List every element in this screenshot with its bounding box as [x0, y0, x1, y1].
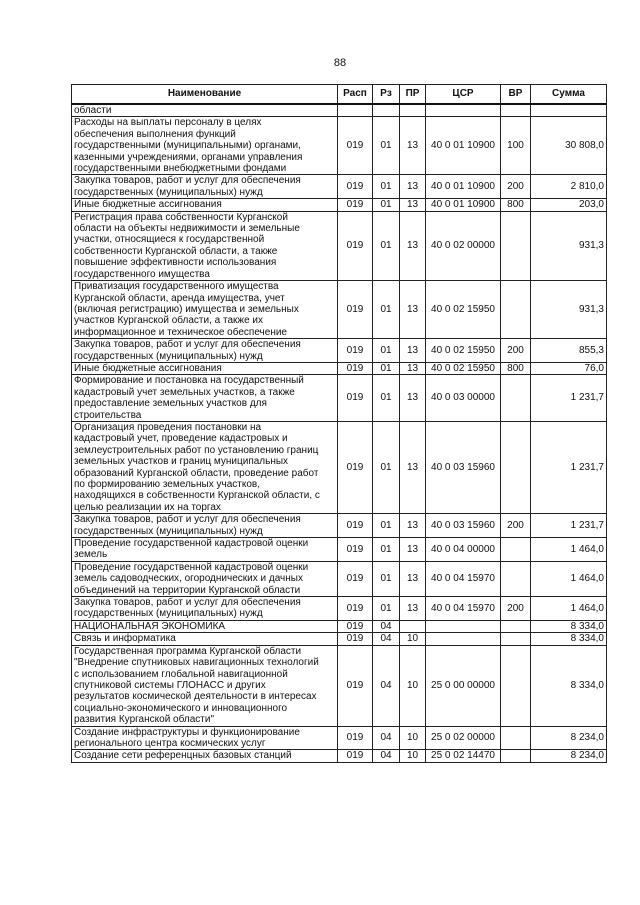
cell-rasp	[338, 104, 373, 117]
cell-pr: 10	[400, 645, 426, 726]
cell-rz: 01	[373, 362, 400, 374]
cell-vr: 800	[501, 362, 531, 374]
cell-rasp: 019	[338, 175, 373, 199]
table-row	[72, 339, 607, 363]
cell-name: Закупка товаров, работ и услуг для обеспечения государственных (муниципальных) нужд	[72, 514, 338, 538]
cell-rasp: 019	[338, 514, 373, 538]
table-row	[72, 750, 607, 762]
cell-rz: 01	[373, 199, 400, 211]
cell-sum: 1 464,0	[531, 538, 607, 562]
cell-name: Создание сети референцных базовых станций	[72, 750, 338, 762]
cell-pr: 13	[400, 211, 426, 280]
cell-sum: 8 334,0	[531, 620, 607, 632]
cell-csr: 40 0 02 00000	[426, 211, 501, 280]
cell-name: Расходы на выплаты персоналу в целях обеспечения выполнения функций государственными (муниципальными) органами, казенными учреждениями, органами управления государственными внебюджетными фондами	[72, 117, 338, 175]
cell-rasp: 019	[338, 620, 373, 632]
cell-csr: 25 0 02 00000	[426, 726, 501, 750]
cell-rasp: 019	[338, 633, 373, 645]
cell-vr: 800	[501, 199, 531, 211]
table-row	[72, 538, 607, 562]
cell-name: Проведение государственной кадастровой оценки земель садоводческих, огороднических и дачных объединений на территории Курганской области	[72, 561, 338, 596]
cell-sum: 8 334,0	[531, 633, 607, 645]
cell-vr	[501, 750, 531, 762]
table-row	[72, 514, 607, 538]
cell-rz: 01	[373, 421, 400, 513]
table-row	[72, 620, 607, 632]
cell-pr: 10	[400, 726, 426, 750]
cell-sum: 2 810,0	[531, 175, 607, 199]
cell-rasp: 019	[338, 281, 373, 339]
table-row	[72, 645, 607, 726]
cell-vr	[501, 726, 531, 750]
cell-rz: 01	[373, 514, 400, 538]
cell-name: Приватизация государственного имущества Курганской области, аренда имущества, учет (включая регистрацию) имущества и земельных участков Курганской области, а также их информационное и техническое обеспечение	[72, 281, 338, 339]
cell-sum	[531, 104, 607, 117]
budget-table	[71, 84, 607, 763]
cell-rz: 01	[373, 561, 400, 596]
cell-rasp: 019	[338, 375, 373, 422]
cell-sum: 8 334,0	[531, 645, 607, 726]
cell-vr: 200	[501, 339, 531, 363]
cell-csr: 40 0 02 15950	[426, 281, 501, 339]
cell-pr	[400, 104, 426, 117]
cell-rz: 04	[373, 645, 400, 726]
cell-rasp: 019	[338, 211, 373, 280]
cell-sum: 1 231,7	[531, 375, 607, 422]
table-row	[72, 633, 607, 645]
cell-csr: 40 0 04 15970	[426, 597, 501, 621]
header-pr: ПР	[400, 85, 426, 105]
cell-vr	[501, 281, 531, 339]
cell-name: области	[72, 104, 338, 117]
cell-csr	[426, 104, 501, 117]
cell-pr: 13	[400, 362, 426, 374]
cell-sum: 203,0	[531, 199, 607, 211]
cell-sum: 76,0	[531, 362, 607, 374]
cell-rz: 04	[373, 726, 400, 750]
table-row	[72, 375, 607, 422]
cell-name: Создание инфраструктуры и функционирование регионального центра космических услуг	[72, 726, 338, 750]
header-vr: ВР	[501, 85, 531, 105]
cell-vr: 200	[501, 175, 531, 199]
cell-name: Государственная программа Курганской области "Внедрение спутниковых навигационных технологий с использованием глобальной навигационной спутниковой системы ГЛОНАСС и других результатов космической деятельности в интересах социально-экономического и инновационного развития Курганской области"	[72, 645, 338, 726]
cell-vr: 200	[501, 597, 531, 621]
cell-rz: 04	[373, 620, 400, 632]
cell-pr: 13	[400, 175, 426, 199]
cell-csr: 40 0 02 15950	[426, 362, 501, 374]
cell-name: Формирование и постановка на государственный кадастровый учет земельных участков, а также предоставление земельных участков для строительства	[72, 375, 338, 422]
page-number: 88	[333, 57, 347, 69]
header-sum: Сумма	[531, 85, 607, 105]
cell-rz: 01	[373, 117, 400, 175]
cell-pr	[400, 620, 426, 632]
cell-pr: 13	[400, 561, 426, 596]
cell-name: Проведение государственной кадастровой оценки земель	[72, 538, 338, 562]
cell-csr: 40 0 01 10900	[426, 199, 501, 211]
cell-rasp: 019	[338, 117, 373, 175]
cell-sum: 1 231,7	[531, 421, 607, 513]
cell-csr: 40 0 01 10900	[426, 175, 501, 199]
cell-pr: 13	[400, 421, 426, 513]
cell-csr: 40 0 03 15960	[426, 514, 501, 538]
table-row	[72, 421, 607, 513]
cell-pr: 13	[400, 199, 426, 211]
cell-vr	[501, 633, 531, 645]
cell-csr: 25 0 00 00000	[426, 645, 501, 726]
cell-pr: 10	[400, 633, 426, 645]
cell-rz: 01	[373, 597, 400, 621]
cell-name: Регистрация права собственности Курганской области на объекты недвижимости и земельные участки, относящиеся к государственной собственности Курганской области, а также повышение эффективности использования государственного имущества	[72, 211, 338, 280]
table-row	[72, 281, 607, 339]
cell-rz	[373, 104, 400, 117]
cell-rz: 01	[373, 175, 400, 199]
cell-vr	[501, 620, 531, 632]
cell-sum: 8 234,0	[531, 750, 607, 762]
table-row	[72, 104, 607, 117]
cell-name: Закупка товаров, работ и услуг для обеспечения государственных (муниципальных) нужд	[72, 175, 338, 199]
cell-name: Закупка товаров, работ и услуг для обеспечения государственных (муниципальных) нужд	[72, 597, 338, 621]
cell-rasp: 019	[338, 750, 373, 762]
cell-vr	[501, 104, 531, 117]
table-row	[72, 726, 607, 750]
cell-pr: 10	[400, 750, 426, 762]
cell-name: Закупка товаров, работ и услуг для обеспечения государственных (муниципальных) нужд	[72, 339, 338, 363]
cell-sum: 30 808,0	[531, 117, 607, 175]
cell-name: Иные бюджетные ассигнования	[72, 362, 338, 374]
cell-pr: 13	[400, 597, 426, 621]
table-row	[72, 199, 607, 211]
cell-rasp: 019	[338, 645, 373, 726]
cell-csr: 40 0 03 00000	[426, 375, 501, 422]
cell-pr: 13	[400, 339, 426, 363]
cell-sum: 1 231,7	[531, 514, 607, 538]
table-row	[72, 211, 607, 280]
cell-sum: 1 464,0	[531, 597, 607, 621]
cell-rz: 04	[373, 750, 400, 762]
cell-rz: 04	[373, 633, 400, 645]
table-header-row	[72, 85, 607, 105]
header-rz: Рз	[373, 85, 400, 105]
cell-csr: 40 0 02 15950	[426, 339, 501, 363]
cell-vr	[501, 375, 531, 422]
cell-rz: 01	[373, 375, 400, 422]
cell-name: НАЦИОНАЛЬНАЯ ЭКОНОМИКА	[72, 620, 338, 632]
header-name: Наименование	[72, 85, 338, 105]
cell-name: Связь и информатика	[72, 633, 338, 645]
cell-pr: 13	[400, 538, 426, 562]
cell-name: Иные бюджетные ассигнования	[72, 199, 338, 211]
cell-rasp: 019	[338, 561, 373, 596]
cell-rasp: 019	[338, 199, 373, 211]
header-rasp: Расп	[338, 85, 373, 105]
cell-pr: 13	[400, 514, 426, 538]
cell-csr	[426, 633, 501, 645]
cell-csr: 40 0 03 15960	[426, 421, 501, 513]
cell-vr	[501, 211, 531, 280]
cell-vr	[501, 421, 531, 513]
table-row	[72, 117, 607, 175]
cell-csr	[426, 620, 501, 632]
cell-csr: 40 0 04 00000	[426, 538, 501, 562]
cell-csr: 40 0 04 15970	[426, 561, 501, 596]
cell-rasp: 019	[338, 726, 373, 750]
cell-name: Организация проведения постановки на кадастровый учет, проведение кадастровых и землеустроительных работ по установлению границ земельных участков и границ муниципальных образований Курганской области, проведение работ по формированию земельных участков, находящихся в собственности Курганской области, с целью реализации их на торгах	[72, 421, 338, 513]
cell-csr: 25 0 02 14470	[426, 750, 501, 762]
cell-rz: 01	[373, 339, 400, 363]
cell-vr: 100	[501, 117, 531, 175]
cell-rasp: 019	[338, 339, 373, 363]
cell-rz: 01	[373, 211, 400, 280]
cell-sum: 931,3	[531, 211, 607, 280]
cell-vr	[501, 561, 531, 596]
cell-vr: 200	[501, 514, 531, 538]
cell-pr: 13	[400, 281, 426, 339]
cell-sum: 8 234,0	[531, 726, 607, 750]
cell-rasp: 019	[338, 421, 373, 513]
cell-sum: 855,3	[531, 339, 607, 363]
cell-rz: 01	[373, 538, 400, 562]
table-row	[72, 597, 607, 621]
table-row	[72, 175, 607, 199]
table-row	[72, 561, 607, 596]
cell-rasp: 019	[338, 597, 373, 621]
cell-rasp: 019	[338, 362, 373, 374]
cell-csr: 40 0 01 10900	[426, 117, 501, 175]
cell-vr	[501, 645, 531, 726]
header-csr: ЦСР	[426, 85, 501, 105]
cell-rz: 01	[373, 281, 400, 339]
cell-sum: 1 464,0	[531, 561, 607, 596]
cell-pr: 13	[400, 117, 426, 175]
cell-pr: 13	[400, 375, 426, 422]
cell-rasp: 019	[338, 538, 373, 562]
table-row	[72, 362, 607, 374]
cell-sum: 931,3	[531, 281, 607, 339]
cell-vr	[501, 538, 531, 562]
